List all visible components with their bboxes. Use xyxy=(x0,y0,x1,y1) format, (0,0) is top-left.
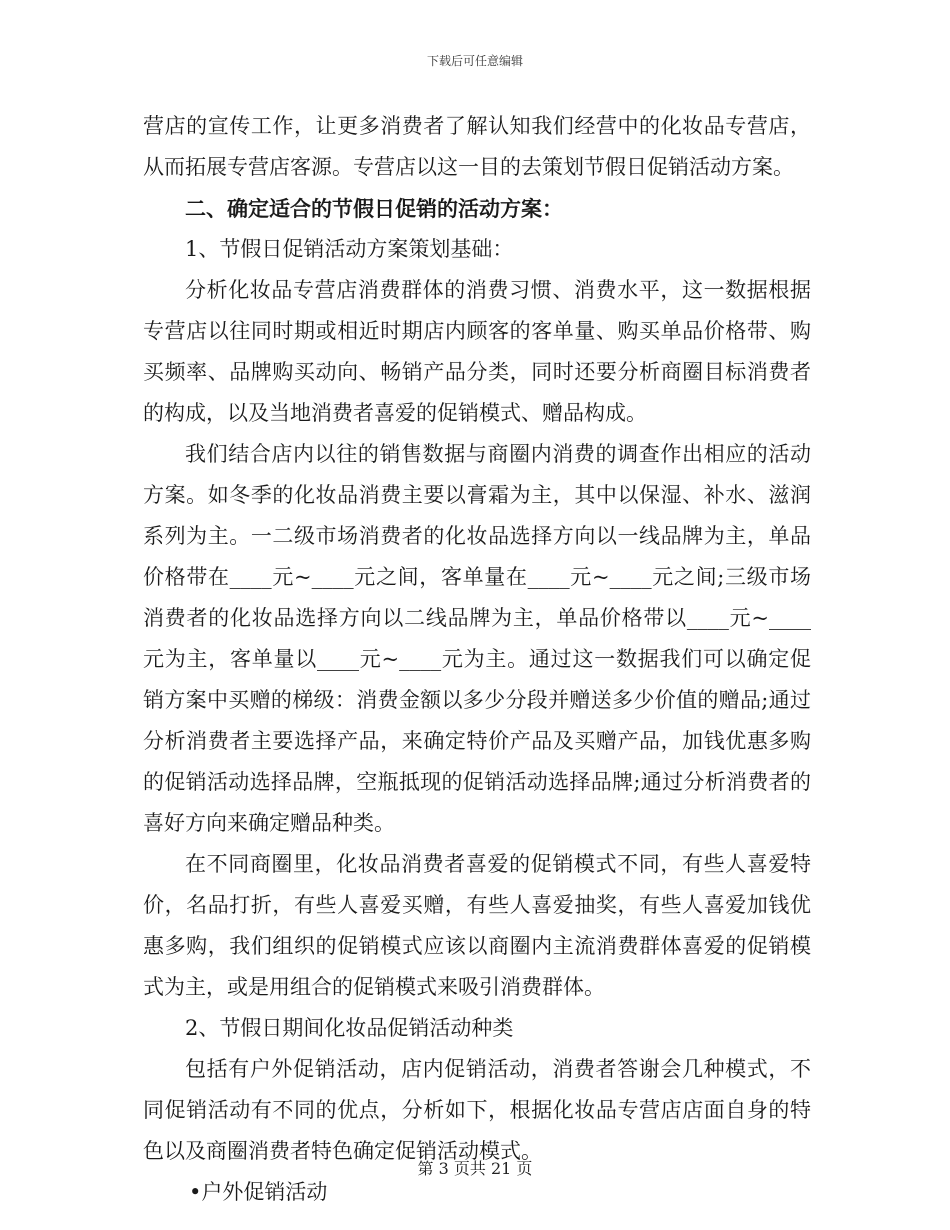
paragraph: 在不同商圈里，化妆品消费者喜爱的促销模式不同，有些人喜爱特价，名品打折，有些人喜爱买赠，有些人喜爱抽奖，有些人喜爱加钱优惠多购，我们组织的促销模式应该以商圈内主流消费群体喜爱的促销模式为主，或是用组合的促销模式来吸引消费群体。 xyxy=(143,852,811,999)
paragraph: 我们结合店内以往的销售数据与商圈内消费的调查作出相应的活动方案。如冬季的化妆品消费主要以膏霜为主，其中以保湿、补水、滋润系列为主。一二级市场消费者的化妆品选择方向以一线品牌为主，单品价格带在____元~____元之间，客单量在____元~____元之间;三级市场消费者的化妆品选择方向以二线品牌为主，单品价格带以____元~____元为主，客单量以____元~____元为主。通过这一数据我们可以确定促销方案中买赠的梯级：消费金额以多少分段并赠送多少价值的赠品;通过分析消费者主要选择产品，来确定特价产品及买赠产品，加钱优惠多购的促销活动选择品牌，空瓶抵现的促销活动选择品牌;通过分析消费者的喜好方向来确定赠品种类。 xyxy=(143,442,811,835)
page-footer: 第 3 页共 21 页 xyxy=(417,1159,533,1178)
paragraph: 包括有户外促销活动，店内促销活动，消费者答谢会几种模式，不同促销活动有不同的优点，分析如下，根据化妆品专营店店面自身的特色以及商圈消费者特色确定促销活动模式。 xyxy=(143,1057,811,1163)
document-body xyxy=(143,106,811,1213)
section-heading: 二、确定适合的节假日促销的活动方案： xyxy=(185,196,563,221)
paragraph: 分析化妆品专营店消费群体的消费习惯、消费水平，这一数据根据专营店以往同时期或相近时期店内顾客的客单量、购买单品价格带、购买频率、品牌购买动向、畅销产品分类，同时还要分析商圈目标消费者的构成，以及当地消费者喜爱的促销模式、赠品构成。 xyxy=(143,278,811,425)
paragraph-continuation: 营店的宣传工作，让更多消费者了解认知我们经营中的化妆品专营店，从而拓展专营店客源。专营店以这一目的去策划节假日促销活动方案。 xyxy=(143,114,811,179)
page-header: 下载后可任意编辑 xyxy=(426,54,523,68)
subsection-heading: 2、节假日期间化妆品促销活动种类 xyxy=(185,1016,514,1040)
subsection-heading: 1、节假日促销活动方案策划基础： xyxy=(185,237,514,261)
bullet-item: •户外促销活动 xyxy=(189,1180,328,1204)
